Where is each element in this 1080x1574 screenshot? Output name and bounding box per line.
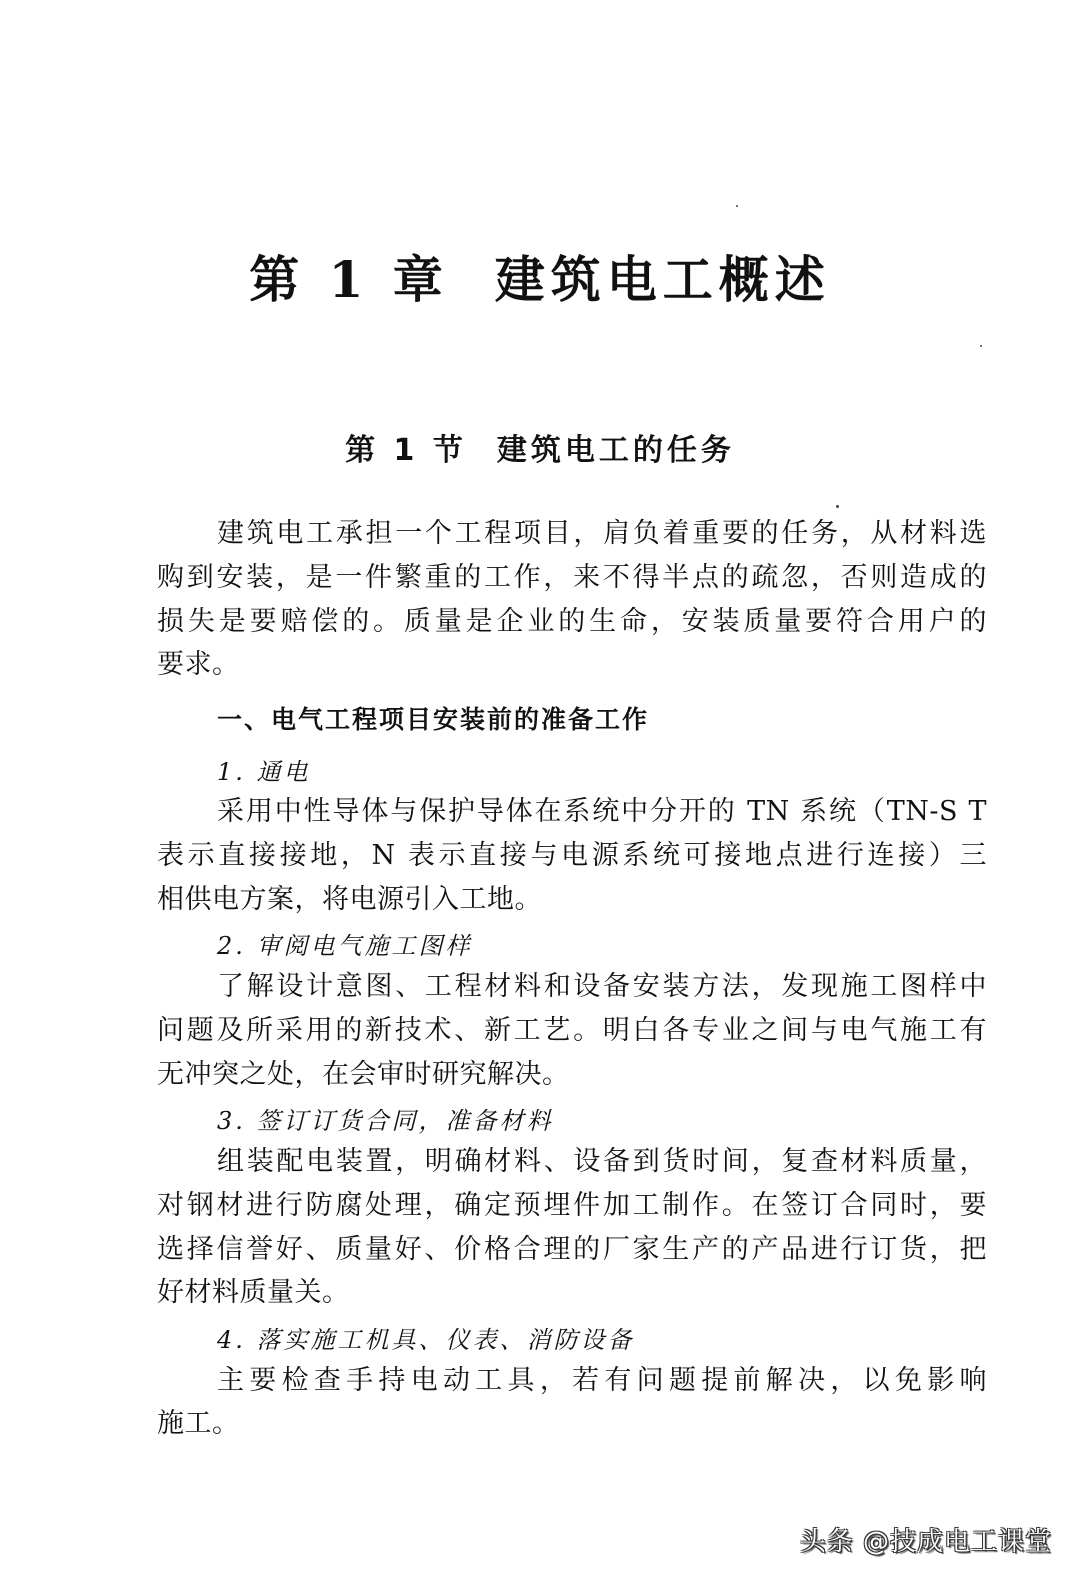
paragraph-line: 对钢材进行防腐处理，确定预埋件加工制作。在签订合同时，要	[157, 1190, 987, 1221]
item-title: 4. 落实施工机具、仪表、消防设备	[217, 1326, 635, 1354]
paragraph-line: 问题及所采用的新技术、新工艺。明白各专业之间与电气施工有	[157, 1015, 987, 1046]
paragraph-line: 建筑电工承担一个工程项目，肩负着重要的任务，从材料选	[217, 518, 987, 549]
paragraph-line: 购到安装，是一件繁重的工作，来不得半点的疏忽，否则造成的	[157, 562, 987, 593]
paragraph-line: 好材料质量关。	[157, 1277, 350, 1308]
paragraph-line: 采用中性导体与保护导体在系统中分开的 TN 系统（TN-S T	[217, 796, 987, 827]
item-title: 2. 审阅电气施工图样	[217, 932, 473, 960]
chapter-number: 第 1 章	[249, 250, 449, 309]
paragraph-line: 损失是要赔偿的。质量是企业的生命，安装质量要符合用户的	[157, 606, 987, 637]
scan-speck	[980, 345, 982, 347]
part-heading: 一、电气工程项目安装前的准备工作	[217, 705, 650, 734]
paragraph-line: 相供电方案，将电源引入工地。	[157, 884, 542, 915]
paragraph-line: 组装配电装置，明确材料、设备到货时间，复查材料质量，	[217, 1146, 987, 1177]
paragraph-line: 无冲突之处，在会审时研究解决。	[157, 1059, 570, 1090]
item-title: 1. 通电	[217, 758, 311, 786]
paragraph-line: 主要检查手持电动工具，若有问题提前解决，以免影响	[217, 1365, 987, 1396]
chapter-name: 建筑电工概述	[494, 250, 831, 309]
scan-speck	[836, 505, 839, 508]
chapter-title	[0, 240, 1080, 312]
paragraph-line: 要求。	[157, 649, 240, 680]
scan-speck	[736, 205, 738, 207]
section-number: 第 1 节	[345, 433, 467, 468]
paragraph-line: 表示直接接地，N 表示直接与电源系统可接地点进行连接）三	[157, 840, 987, 871]
paragraph-line: 选择信誉好、质量好、价格合理的厂家生产的产品进行订货，把	[157, 1234, 987, 1265]
section-title	[0, 425, 1080, 469]
item-title: 3. 签订订货合同，准备材料	[217, 1107, 554, 1135]
paragraph-line: 了解设计意图、工程材料和设备安装方法，发现施工图样中	[217, 971, 987, 1002]
watermark: 头条 @技成电工课堂	[799, 1527, 1052, 1557]
paragraph-line: 施工。	[157, 1408, 240, 1439]
section-name: 建筑电工的任务	[496, 433, 735, 468]
